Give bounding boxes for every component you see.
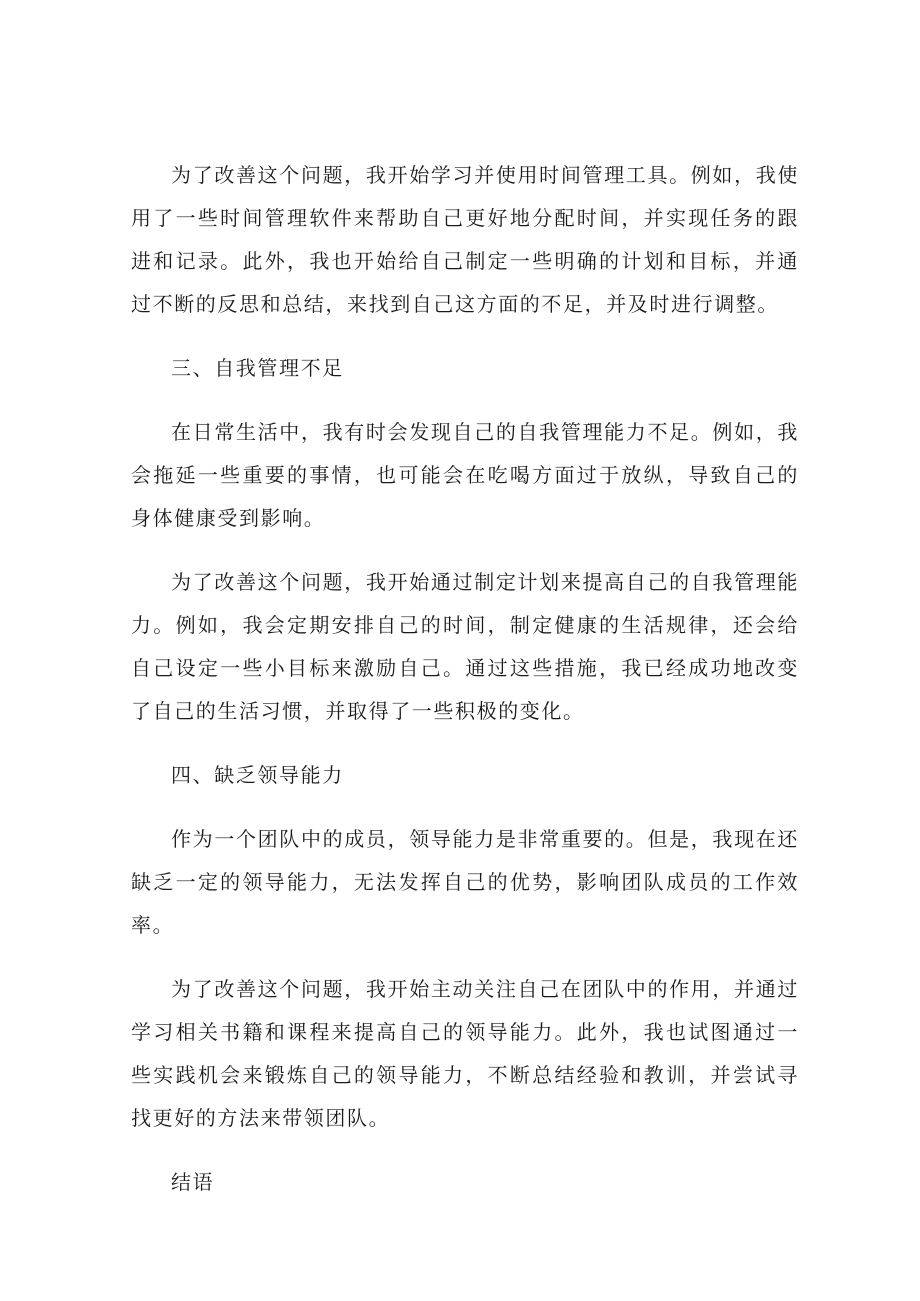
section-heading-conclusion: 结语 <box>171 1170 215 1194</box>
paragraph-leadership-improvement: 为了改善这个问题，我开始主动关注自己在团队中的作用，并通过学习相关书籍和课程来提高自己的领导能力。此外，我也试图通过一些实践机会来锻炼自己的领导能力，不断总结经验和教训，并尝试寻找更好的方法来带领团队。 <box>131 977 799 1130</box>
section-heading-leadership: 四、缺乏领导能力 <box>171 763 344 787</box>
document-body <box>131 154 799 1204</box>
paragraph-self-management-improvement: 为了改善这个问题，我开始通过制定计划来提高自己的自我管理能力。例如，我会定期安排自己的时间，制定健康的生活规律，还会给自己设定一些小目标来激励自己。通过这些措施，我已经成功地改变了自己的生活习惯，并取得了一些积极的变化。 <box>131 570 799 723</box>
paragraph-time-management-improvement: 为了改善这个问题，我开始学习并使用时间管理工具。例如，我使用了一些时间管理软件来帮助自己更好地分配时间，并实现任务的跟进和记录。此外，我也开始给自己制定一些明确的计划和目标，并通过不断的反思和总结，来找到自己这方面的不足，并及时进行调整。 <box>131 163 799 316</box>
section-heading-self-management: 三、自我管理不足 <box>171 356 344 380</box>
paragraph-self-management-problem: 在日常生活中，我有时会发现自己的自我管理能力不足。例如，我会拖延一些重要的事情，也可能会在吃喝方面过于放纵，导致自己的身体健康受到影响。 <box>131 420 799 530</box>
paragraph-leadership-problem: 作为一个团队中的成员，领导能力是非常重要的。但是，我现在还缺乏一定的领导能力，无法发挥自己的优势，影响团队成员的工作效率。 <box>131 827 799 937</box>
